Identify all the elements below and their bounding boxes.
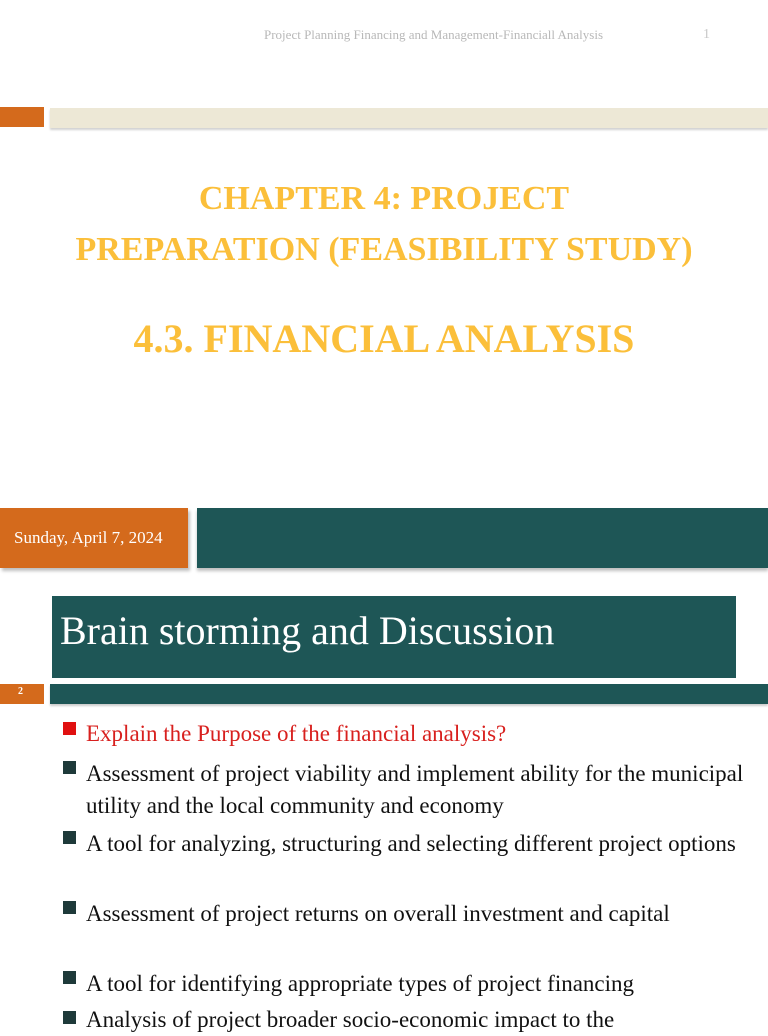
square-bullet-icon bbox=[63, 1011, 76, 1024]
bullet-item: Analysis of project broader socio-economic impact to the bbox=[86, 1007, 615, 1032]
square-bullet-icon bbox=[63, 761, 76, 774]
slide2-title: Brain storming and Discussion bbox=[60, 608, 555, 653]
date-label: Sunday, April 7, 2024 bbox=[14, 528, 163, 547]
square-bullet-icon bbox=[63, 722, 76, 735]
square-bullet-icon bbox=[63, 971, 76, 984]
bullet-item: Assessment of project returns on overall investment and capital bbox=[86, 901, 670, 926]
footer-bar bbox=[197, 508, 768, 568]
chapter-title-line2: PREPARATION (FEASIBILITY STUDY) bbox=[75, 231, 693, 268]
chapter-title-line1: CHAPTER 4: PROJECT bbox=[198, 180, 570, 217]
slide-header-text: Project Planning Financing and Management-Financiall Analysis bbox=[264, 27, 604, 42]
bullet-item: A tool for identifying appropriate types of project financing bbox=[86, 971, 635, 996]
section-subtitle: 4.3. FINANCIAL ANALYSIS bbox=[133, 316, 635, 361]
slide-page-number: 1 bbox=[703, 27, 710, 42]
header-bar bbox=[50, 108, 768, 128]
slide2-page-number: 2 bbox=[18, 686, 23, 697]
bullet-question: Explain the Purpose of the financial analysis? bbox=[86, 721, 507, 746]
header-accent-bar bbox=[0, 107, 44, 127]
square-bullet-icon bbox=[63, 901, 76, 914]
bullet-item: Assessment of project viability and implement ability for the municipal utility and the local community and economy bbox=[86, 761, 744, 818]
square-bullet-icon bbox=[63, 831, 76, 844]
slide2-bar bbox=[50, 684, 768, 704]
bullet-item: A tool for analyzing, structuring and selecting different project options bbox=[86, 831, 736, 856]
